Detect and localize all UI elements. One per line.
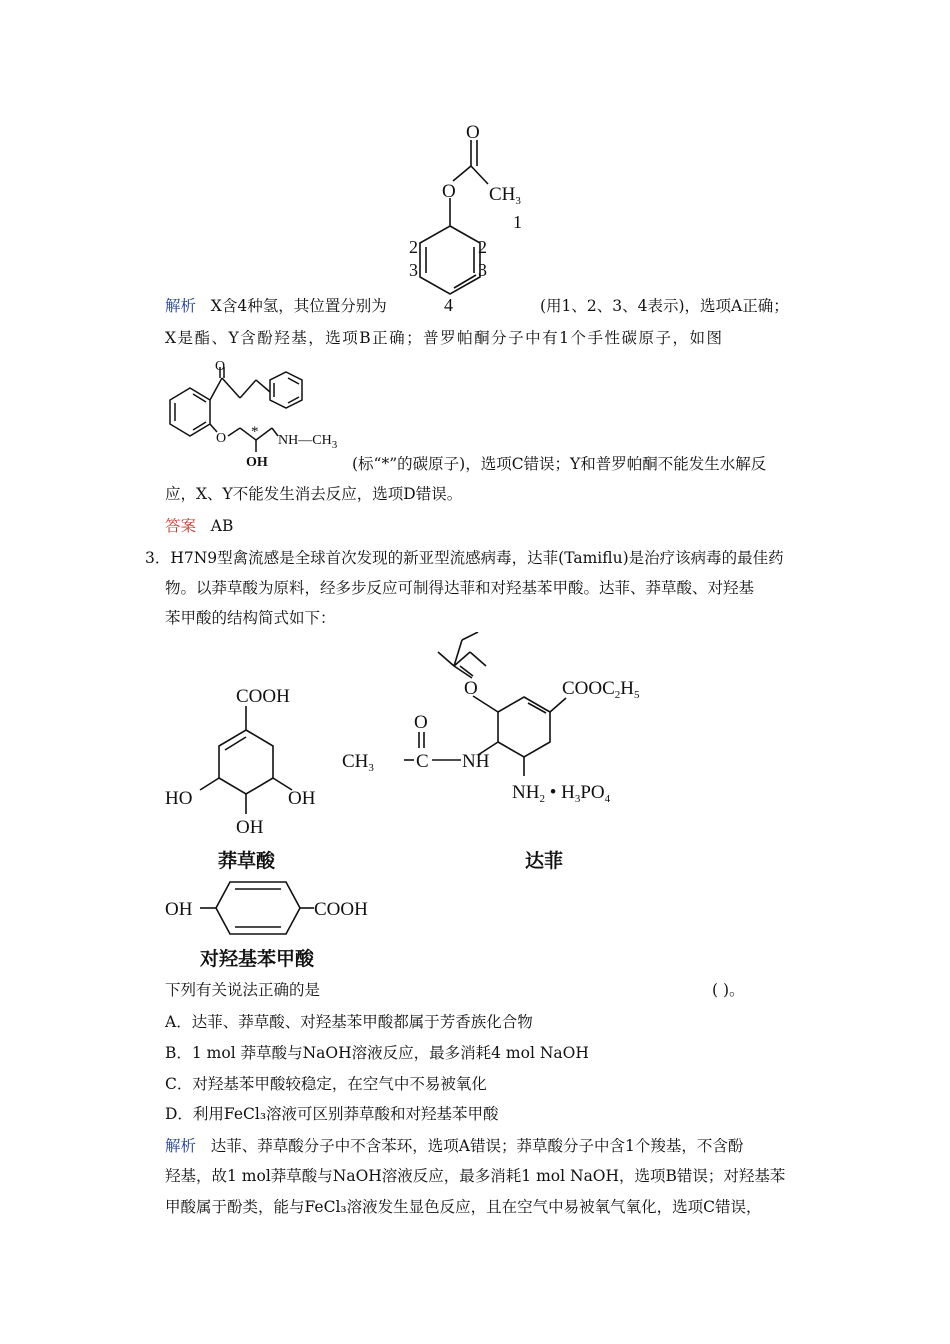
propafenone-structure — [160, 358, 360, 470]
phba-oh: OH — [165, 899, 193, 920]
amine: $NH—CH_3$ — [278, 433, 338, 451]
answer-label: 答案 — [165, 517, 197, 535]
tamiflu-acetyl-c: C — [416, 751, 429, 772]
pos-2-right: 2 — [478, 237, 487, 257]
tamiflu-ester: $COOC_2H_5$ — [562, 678, 640, 701]
hydroxyl: OH — [246, 455, 268, 470]
phenyl-acetate-structure — [395, 118, 545, 313]
phba-name: 对羟基苯甲酸 — [200, 948, 315, 970]
analysis-1-line3: (标“*”的碳原子)，选项C错误；Y和普罗帕酮不能发生水解反 — [352, 455, 767, 473]
shikimic-ho-left: HO — [165, 788, 193, 809]
shikimic-cooh: COOH — [236, 686, 290, 707]
analysis-label: 解析 — [165, 1137, 197, 1155]
methyl: $CH_3$ — [489, 184, 521, 207]
analysis-2-line2: 羟基，故1 mol莽草酸与NaOH溶液反应，最多消耗1 mol NaOH，选项B错误；对羟基苯 — [165, 1167, 786, 1185]
option-a: A．达菲、莽草酸、对羟基苯甲酸都属于芳香族化合物 — [165, 1013, 533, 1031]
answer-value: AB — [210, 517, 234, 535]
q3-line3: 苯甲酸的结构简式如下： — [165, 609, 336, 627]
analysis-1-line2: X是酯、Y含酚羟基，选项B正确；普罗帕酮分子中有1个手性碳原子，如图 — [165, 329, 724, 347]
analysis-2-line1: 解析 达菲、莽草酸分子中不含苯环，选项A错误；莽草酸分子中含1个羧基，不含酚 — [165, 1137, 744, 1155]
chiral-star: * — [251, 424, 259, 440]
phba-cooh: COOH — [314, 899, 368, 920]
analysis-label: 解析 — [165, 297, 197, 315]
ether-o: O — [216, 431, 227, 446]
question-stem: 下列有关说法正确的是 — [165, 981, 321, 999]
analysis-2-line3: 甲酸属于酚类，能与FeCl₃溶液发生显色反应，且在空气中易被氧气氧化，选项C错误， — [165, 1198, 762, 1216]
pos-4: 4 — [444, 295, 453, 313]
ketone-o: O — [215, 359, 226, 374]
p-hydroxybenzoic-acid-structure — [160, 876, 390, 940]
pos-3-left: 3 — [409, 260, 418, 280]
tamiflu-amine-salt: $NH_2$ • $H_3PO_4$ — [512, 782, 611, 805]
pos-3-right: 3 — [478, 260, 487, 280]
pos-1: 1 — [513, 212, 522, 232]
pos-2-left: 2 — [409, 237, 418, 257]
tamiflu-name: 达菲 — [525, 850, 564, 872]
tamiflu-nh: NH — [462, 751, 490, 772]
option-b: B．1 mol 莽草酸与NaOH溶液反应，最多消耗4 mol NaOH — [165, 1044, 589, 1062]
analysis-1-line4: 应，X、Y不能发生消去反应，选项D错误。 — [165, 485, 463, 503]
tamiflu-structure — [338, 632, 678, 812]
analysis-1-line1b: (用1、2、3、4表示)，选项A正确； — [540, 297, 789, 315]
tamiflu-ether-o: O — [464, 678, 478, 699]
carbonyl-o: O — [466, 122, 480, 143]
shikimic-acid-structure — [160, 680, 345, 845]
ester-o: O — [442, 181, 456, 202]
q3-line1: 3．H7N9型禽流感是全球首次发现的新亚型流感病毒，达菲(Tamiflu)是治疗该病毒的最佳药 — [145, 549, 784, 567]
shikimic-oh-bottom: OH — [236, 817, 264, 838]
tamiflu-acetyl-o: O — [414, 712, 428, 733]
option-c: C．对羟基苯甲酸较稳定，在空气中不易被氧化 — [165, 1075, 487, 1093]
shikimic-oh-right: OH — [288, 788, 316, 809]
answer-1 — [165, 516, 233, 536]
answer-bracket: ( )。 — [712, 981, 745, 999]
shikimic-acid-name: 莽草酸 — [218, 850, 276, 872]
analysis-1-line1: 解析 X含4种氢，其位置分别为 — [165, 297, 387, 315]
q3-line2: 物。以莽草酸为原料，经多步反应可制得达菲和对羟基苯甲酸。达菲、莽草酸、对羟基 — [165, 579, 755, 597]
tamiflu-acetyl-ch3: $CH_3$ — [342, 751, 374, 774]
option-d: D．利用FeCl₃溶液可区别莽草酸和对羟基苯甲酸 — [165, 1105, 499, 1123]
